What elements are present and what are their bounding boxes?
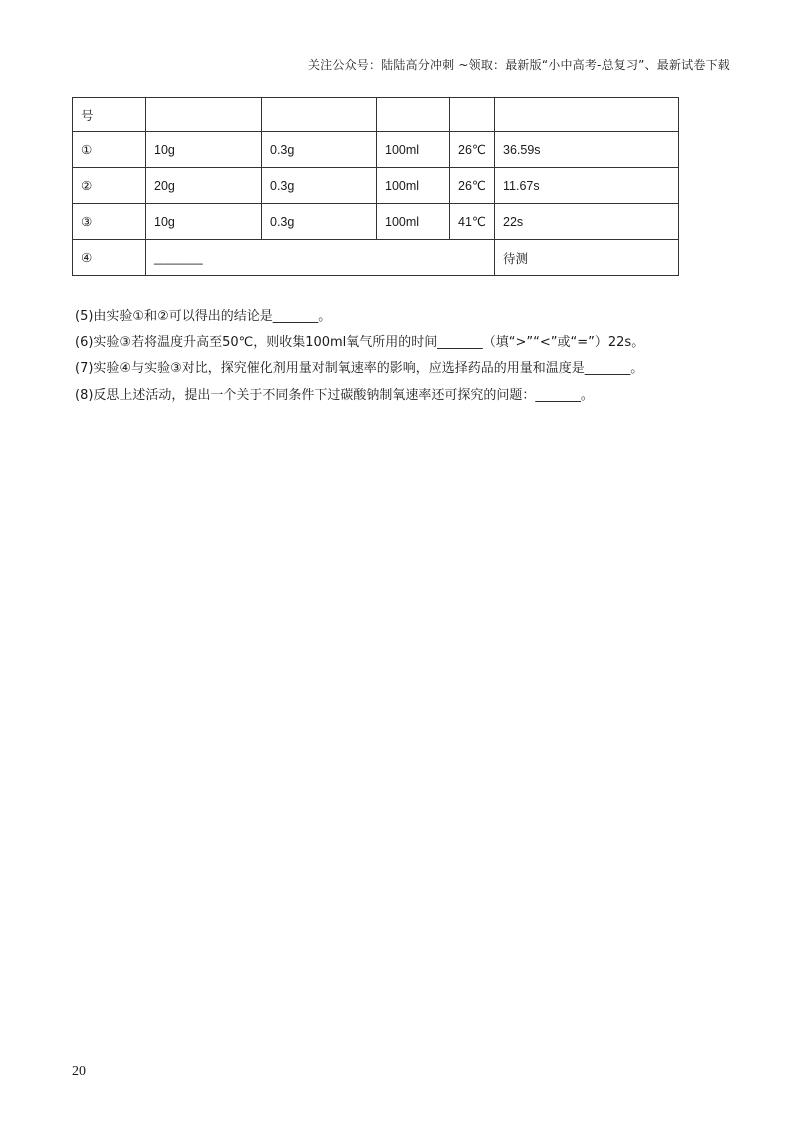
table-row [73, 98, 679, 132]
cell-temperature: 41℃ [450, 204, 495, 240]
cell-mass: 20g [146, 168, 262, 204]
cell-time [495, 98, 679, 132]
cell-number: 号 [73, 98, 146, 132]
cell-answer-blank [146, 240, 495, 276]
cell-time: 11.67s [495, 168, 679, 204]
page-header: 关注公众号：陆陆高分冲刺 ~领取：最新版“小中高考-总复习”、最新试卷下载 [307, 58, 730, 72]
cell-mass: 10g [146, 132, 262, 168]
table-row [73, 240, 679, 276]
cell-number: ③ [73, 204, 146, 240]
cell-water: 100ml [377, 204, 450, 240]
cell-temperature: 26℃ [450, 132, 495, 168]
cell-catalyst: 0.3g [262, 132, 377, 168]
cell-temperature [450, 98, 495, 132]
page-number: 20 [72, 1064, 86, 1079]
question-7: (7)实验④与实验③对比，探究催化剂用量对制氧速率的影响，应选择药品的用量和温度是_______。 [75, 361, 644, 376]
cell-time: 22s [495, 204, 679, 240]
table-row [73, 132, 679, 168]
cell-time: 36.59s [495, 132, 679, 168]
question-5: (5)由实验①和②可以得出的结论是_______。 [75, 309, 332, 324]
cell-mass: 10g [146, 204, 262, 240]
cell-catalyst: 0.3g [262, 204, 377, 240]
cell-water [377, 98, 450, 132]
table-row [73, 204, 679, 240]
question-8: (8)反思上述活动，提出一个关于不同条件下过碳酸钠制氧速率还可探究的问题：_______。 [75, 388, 594, 403]
cell-water: 100ml [377, 132, 450, 168]
question-6: (6)实验③若将温度升高至50℃，则收集100ml氧气所用的时间_______（填“>”“<”或“=”）22s。 [75, 335, 645, 350]
cell-water: 100ml [377, 168, 450, 204]
cell-number: ④ [73, 240, 146, 276]
experiment-table [72, 97, 679, 276]
cell-catalyst [262, 98, 377, 132]
cell-number: ② [73, 168, 146, 204]
answer-blank: _______ [154, 250, 203, 265]
cell-number: ① [73, 132, 146, 168]
cell-mass [146, 98, 262, 132]
cell-catalyst: 0.3g [262, 168, 377, 204]
table-row [73, 168, 679, 204]
cell-time: 待测 [495, 240, 679, 276]
cell-temperature: 26℃ [450, 168, 495, 204]
